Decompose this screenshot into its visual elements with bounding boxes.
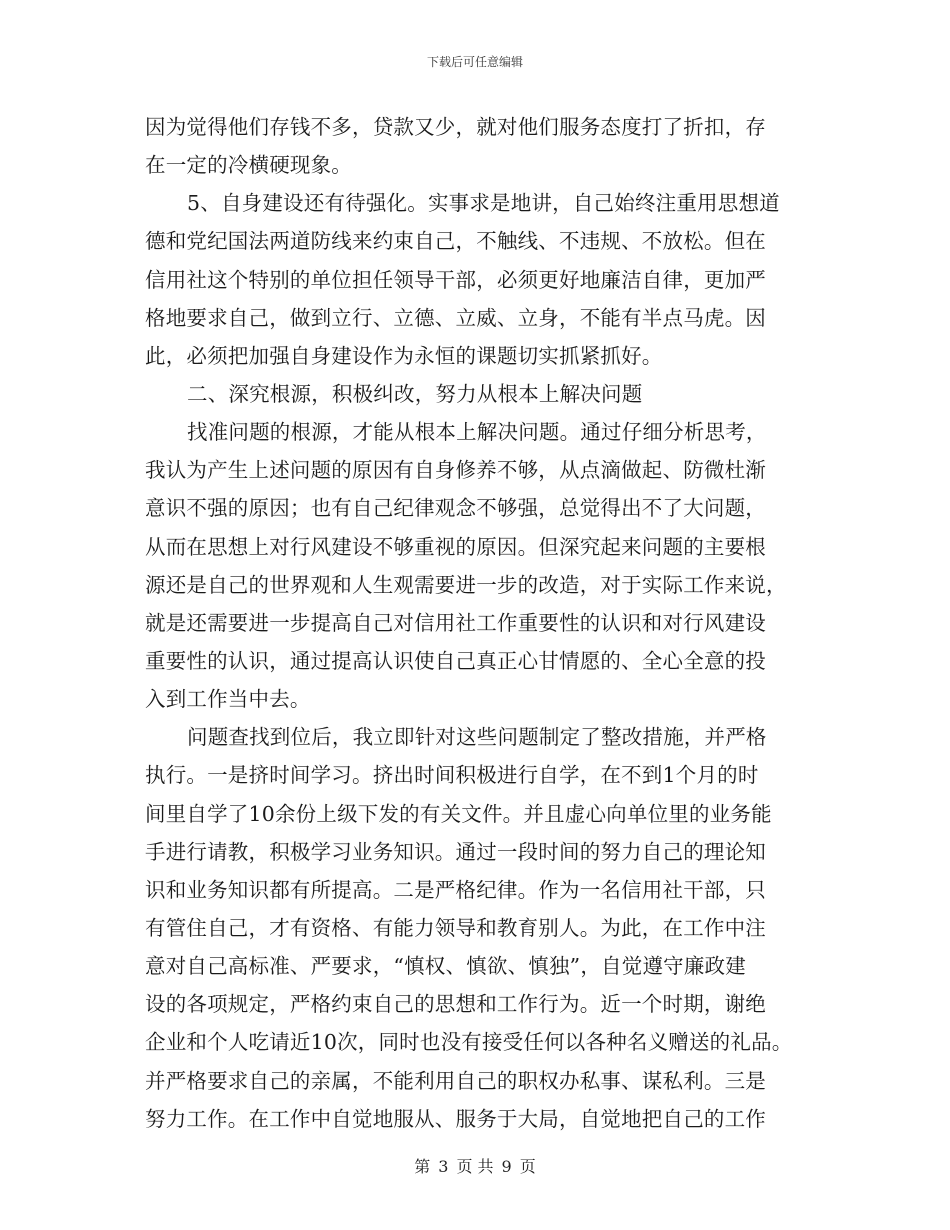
text-line: 并严格要求自己的亲属，不能利用自己的职权办私事、谋私利。三是 bbox=[145, 1068, 766, 1093]
text-line: 设的各项规定，严格约束自己的思想和工作行为。近一个时期，谢绝 bbox=[145, 992, 766, 1017]
text-line: 就是还需要进一步提高自己对信用社工作重要性的认识和对行风建设 bbox=[145, 610, 766, 635]
page-footer bbox=[0, 1154, 950, 1177]
text-line: 找准问题的根源，才能从根本上解决问题。通过仔细分析思考， bbox=[187, 420, 767, 445]
document-body bbox=[145, 108, 825, 1138]
text-line: 此，必须把加强自身建设作为永恒的课题切实抓紧抓好。 bbox=[145, 343, 663, 368]
text-line: 重要性的认识，通过提高认识使自己真正心甘情愿的、全心全意的投 bbox=[145, 648, 766, 673]
text-line: 格地要求自己，做到立行、立德、立威、立身，不能有半点马虎。因 bbox=[145, 305, 766, 330]
text-line: 入到工作当中去。 bbox=[145, 687, 311, 712]
footer-current-page: 3 bbox=[438, 1157, 449, 1176]
text-line: 从而在思想上对行风建设不够重视的原因。但深究起来问题的主要根 bbox=[145, 534, 766, 559]
text-line: 因为觉得他们存钱不多，贷款又少，就对他们服务态度打了折扣，存 bbox=[145, 115, 766, 139]
footer-suffix: 页 bbox=[519, 1157, 536, 1176]
text-line: 我认为产生上述问题的原因有自身修养不够，从点滴做起、防微杜渐 bbox=[145, 458, 766, 483]
text-line: 二、深究根源，积极纠改，努力从根本上解决问题 bbox=[187, 381, 643, 406]
text-line: 问题查找到位后，我立即针对这些问题制定了整改措施，并严格 bbox=[187, 725, 767, 750]
text-line: 信用社这个特别的单位担任领导干部，必须更好地廉洁自律，更加严 bbox=[145, 267, 766, 292]
text-line: 有管住自己，才有资格、有能力领导和教育别人。为此，在工作中注 bbox=[145, 915, 766, 940]
footer-middle: 页 共 bbox=[456, 1157, 494, 1176]
footer-prefix: 第 bbox=[414, 1157, 431, 1176]
text-line: 手进行请教，积极学习业务知识。通过一段时间的努力自己的理论知 bbox=[145, 839, 766, 864]
text-line: 5、自身建设还有待强化。实事求是地讲，自己始终注重用思想道 bbox=[187, 191, 780, 216]
text-line: 意识不强的原因；也有自己纪律观念不够强，总觉得出不了大问题， bbox=[145, 496, 766, 521]
text-line: 源还是自己的世界观和人生观需要进一步的改造，对于实际工作来说， bbox=[145, 572, 787, 597]
text-line: 意对自己高标准、严要求，“慎权、慎欲、慎独”，自觉遵守廉政建 bbox=[145, 954, 746, 979]
text-line: 间里自学了10余份上级下发的有关文件。并且虚心向单位里的业务能 bbox=[145, 801, 772, 826]
text-line: 企业和个人吃请近10次，同时也没有接受任何以各种名义赠送的礼品。 bbox=[145, 1030, 793, 1055]
text-line: 努力工作。在工作中自觉地服从、服务于大局，自觉地把自己的工作 bbox=[145, 1106, 766, 1131]
text-line: 在一定的冷横硬现象。 bbox=[145, 153, 352, 178]
text-line: 执行。一是挤时间学习。挤出时间积极进行自学，在不到1个月的时 bbox=[145, 763, 759, 788]
page-header: 下载后可任意编辑 bbox=[426, 55, 523, 69]
text-line: 德和党纪国法两道防线来约束自己，不触线、不违规、不放松。但在 bbox=[145, 229, 766, 254]
text-line: 识和业务知识都有所提高。二是严格纪律。作为一名信用社干部，只 bbox=[145, 877, 766, 902]
footer-total-pages: 9 bbox=[501, 1157, 512, 1176]
